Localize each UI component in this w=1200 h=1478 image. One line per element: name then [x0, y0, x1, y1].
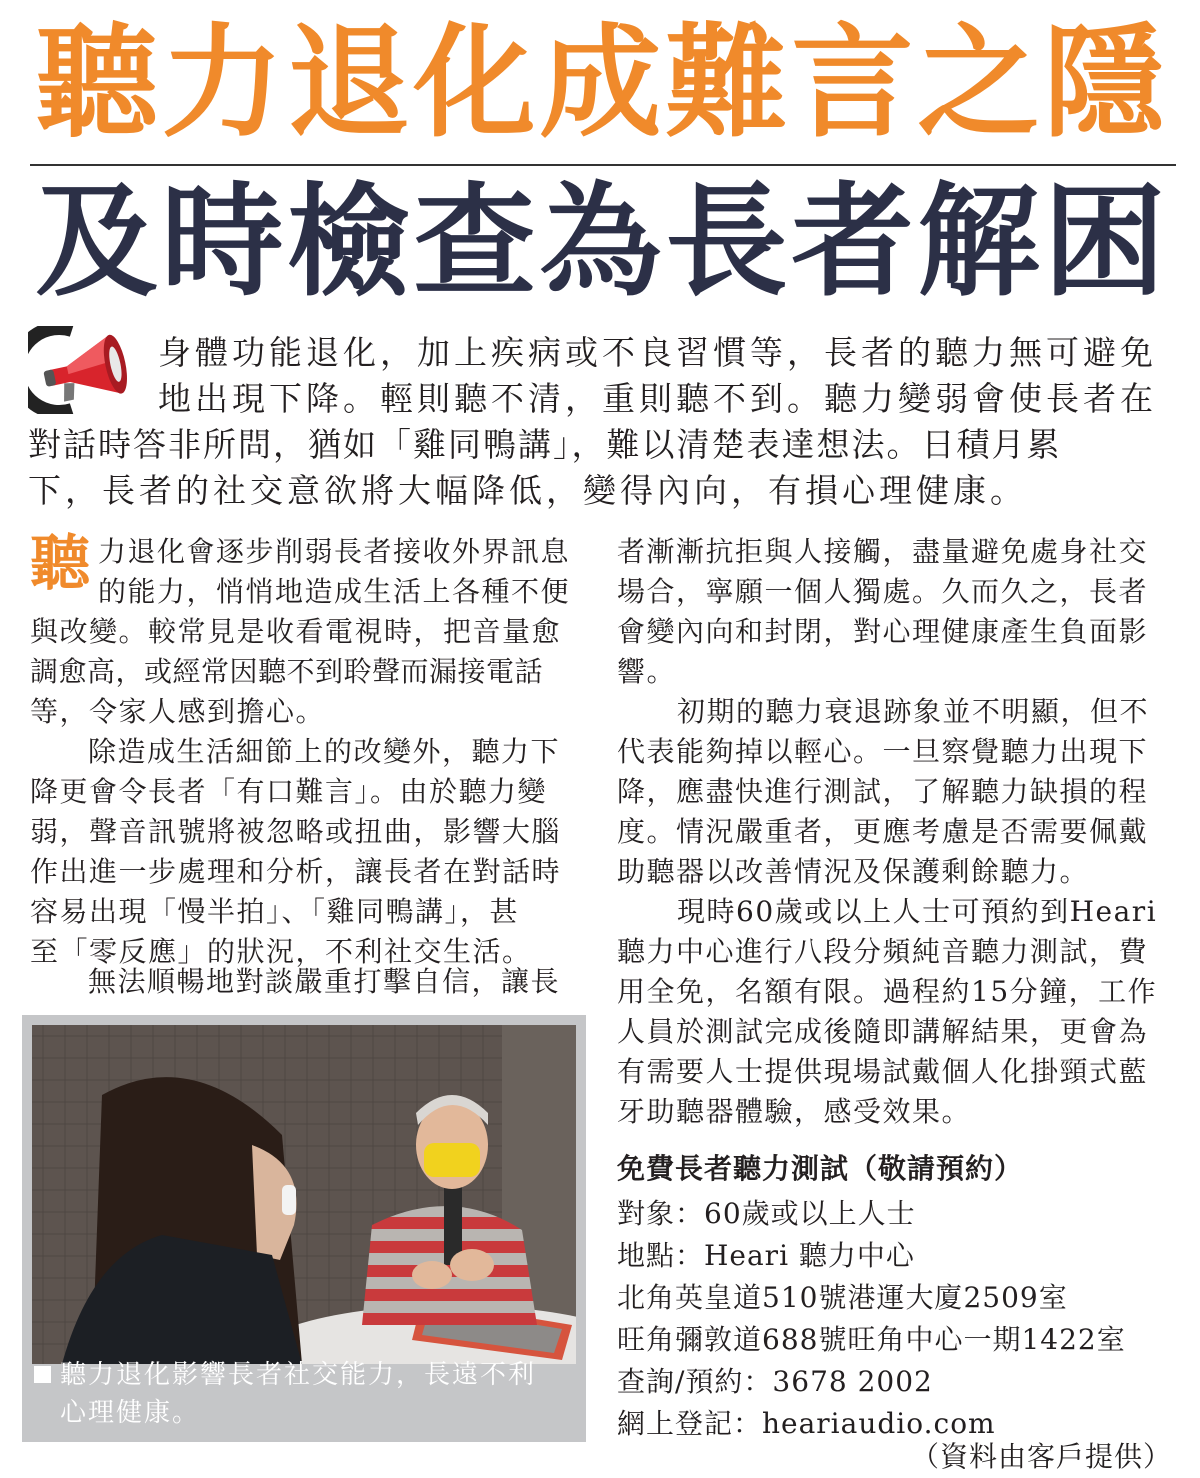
right-col-line-10: 現時60歲或以上人士可預約到Heari	[677, 895, 1158, 928]
consultation-photo	[32, 1025, 576, 1364]
right-col-line-6: 代表能夠掉以輕心。一旦察覺聽力出現下	[617, 735, 1149, 768]
left-col-line-4: 調愈高，或經常因聽不到聆聲而漏接電話	[30, 655, 544, 688]
info-line-address-1: 北角英皇道510號港運大廈2509室	[617, 1281, 1068, 1314]
left-col-line-7: 降更會令長者「有口難言」。由於聽力變	[30, 775, 548, 808]
info-line-audience: 對象：60歲或以上人士	[617, 1197, 916, 1230]
right-col-line-9: 助聽器以改善情況及保護剩餘聽力。	[617, 855, 1090, 888]
right-col-line-8: 度。情況嚴重者，更應考慮是否需要佩戴	[617, 815, 1149, 848]
left-col-line-5: 等，令家人感到擔心。	[30, 695, 326, 728]
right-col-line-3: 會變內向和封閉，對心理健康產生負面影	[617, 615, 1149, 648]
drop-cap: 聽	[30, 529, 90, 599]
right-col-line-11: 聽力中心進行八段分頻純音聽力測試，費	[617, 935, 1149, 968]
lead-line-3: 對話時答非所問，猶如「雞同鴨講」，難以清楚表達想法。日積月累	[28, 425, 1062, 464]
info-line-phone: 查詢/預約：3678 2002	[617, 1365, 933, 1398]
left-col-line-10: 容易出現「慢半拍」、「雞同鴨講」，甚	[30, 895, 520, 928]
info-heading: 免費長者聽力測試（敬請預約）	[617, 1152, 1024, 1185]
left-col-line-2: 的能力，悄悄地造成生活上各種不便	[98, 575, 571, 608]
right-col-line-12: 用全免，名額有限。過程約15分鐘，工作	[617, 975, 1158, 1008]
info-line-website: 網上登記：heariaudio.com	[617, 1407, 996, 1440]
right-col-line-1: 者漸漸抗拒與人接觸，盡量避免處身社交	[617, 535, 1149, 568]
right-col-line-2: 場合，寧願一個人獨處。久而久之，長者	[617, 575, 1149, 608]
info-line-location: 地點：Heari 聽力中心	[617, 1239, 915, 1272]
lead-line-1: 身體功能退化，加上疾病或不良習慣等，長者的聽力無可避免	[158, 333, 1157, 372]
photo-caption-line-1: 聽力退化影響長者社交能力，長遠不利	[60, 1360, 537, 1390]
left-col-line-12: 無法順暢地對談嚴重打擊自信，讓長	[88, 965, 561, 998]
right-col-line-4: 響。	[617, 655, 677, 688]
info-line-address-2: 旺角彌敦道688號旺角中心一期1422室	[617, 1323, 1126, 1356]
left-col-line-11: 至「零反應」的狀況，不利社交生活。	[30, 935, 532, 968]
photo-caption-line-2: 心理健康。	[60, 1398, 201, 1428]
right-col-line-13: 人員於測試完成後隨即講解結果，更會為	[617, 1015, 1149, 1048]
headline-line-1: 聽力退化成難言之隱	[35, 12, 1170, 154]
credit-note: （資料由客戶提供）	[910, 1440, 1172, 1473]
left-col-line-1: 力退化會逐步削弱長者接收外界訊息	[98, 535, 571, 568]
left-col-line-3: 與改變。較常見是收看電視時，把音量愈	[30, 615, 562, 648]
megaphone-icon	[28, 326, 140, 414]
left-col-line-8: 弱，聲音訊號將被忽略或扭曲，影響大腦	[30, 815, 562, 848]
lead-line-4: 下，長者的社交意欲將大幅降低，變得內向，有損心理健康。	[28, 471, 1027, 510]
right-col-line-7: 降，應盡快進行測試，了解聽力缺損的程	[617, 775, 1149, 808]
headline-divider	[30, 164, 1176, 166]
lead-line-2: 地出現下降。輕則聽不清，重則聽不到。聽力變弱會使長者在	[158, 379, 1157, 418]
caption-bullet	[34, 1366, 51, 1383]
right-col-line-15: 牙助聽器體驗，感受效果。	[617, 1095, 972, 1128]
right-col-line-5: 初期的聽力衰退跡象並不明顯，但不	[677, 695, 1150, 728]
right-col-line-14: 有需要人士提供現場試戴個人化掛頸式藍	[617, 1055, 1149, 1088]
left-col-line-6: 除造成生活細節上的改變外，聽力下	[88, 735, 561, 768]
left-col-line-9: 作出進一步處理和分析，讓長者在對話時	[30, 855, 562, 888]
headline-line-2: 及時檢查為長者解困	[35, 171, 1170, 313]
